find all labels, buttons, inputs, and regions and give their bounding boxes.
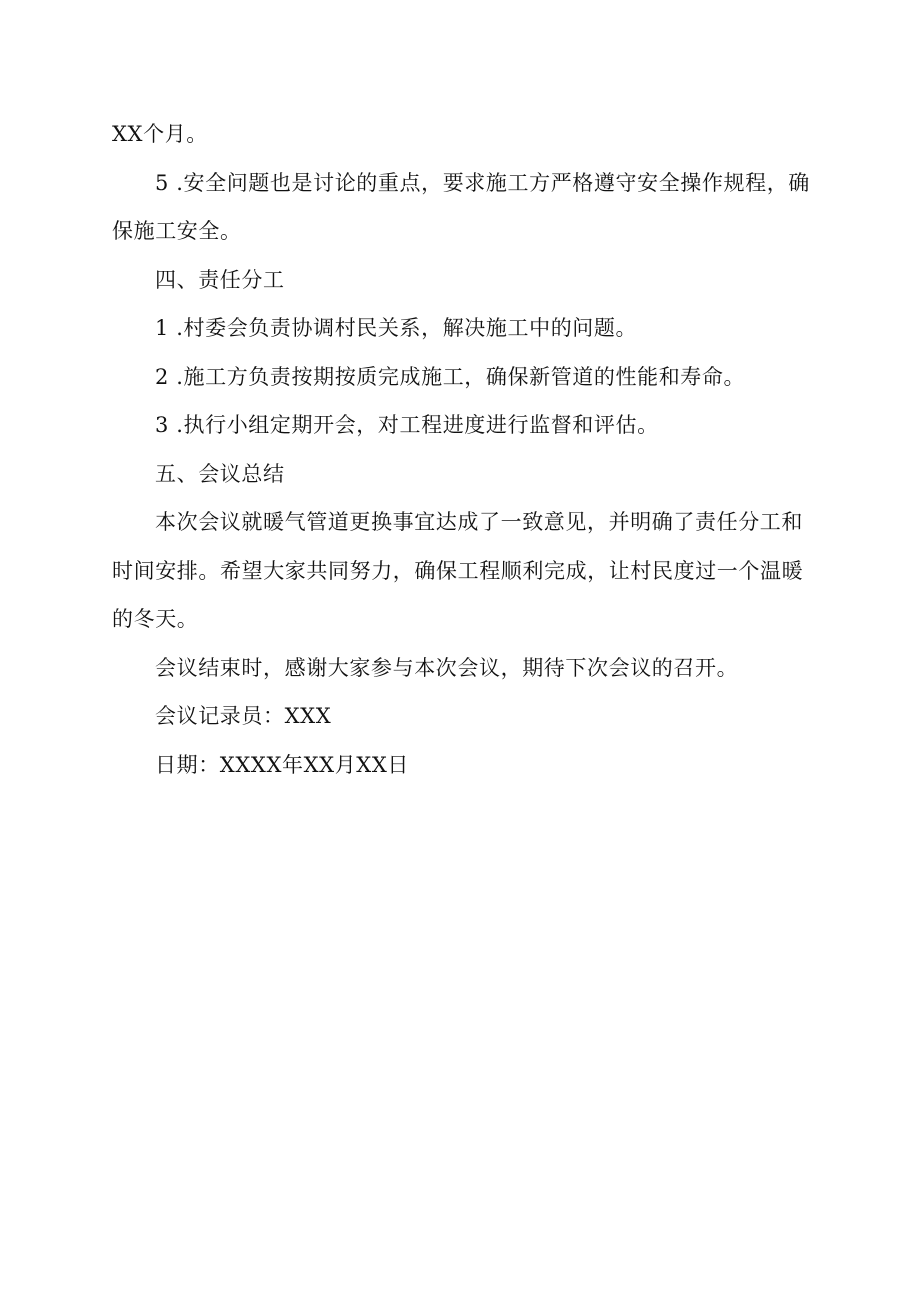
list-item-5: 5 .安全问题也是讨论的重点，要求施工方严格遵守安全操作规程，确 bbox=[155, 170, 810, 195]
summary-paragraph-line: 本次会议就暖气管道更换事宜达成了一致意见，并明确了责任分工和 bbox=[155, 510, 803, 534]
section-heading-summary: 五、会议总结 bbox=[155, 461, 285, 486]
list-item-2: 2 .施工方负责按期按质完成施工，确保新管道的性能和寿命。 bbox=[155, 364, 746, 389]
list-item-3: 3 .执行小组定期开会，对工程进度进行监督和评估。 bbox=[155, 413, 659, 437]
document-body bbox=[112, 110, 812, 789]
section-heading-responsibilities: 四、责任分工 bbox=[155, 267, 285, 292]
date-line: 日期：XXXX年XX月XX日 bbox=[155, 752, 410, 777]
text-line-continuation: 保施工安全。 bbox=[112, 219, 242, 243]
summary-paragraph-line: 的冬天。 bbox=[112, 607, 199, 631]
summary-paragraph-line: 时间安排。希望大家共同努力，确保工程顺利完成，让村民度过一个温暖 bbox=[112, 558, 804, 583]
list-item-1: 1 .村委会负责协调村民关系，解决施工中的问题。 bbox=[155, 316, 638, 340]
recorder-line: 会议记录员：XXX bbox=[155, 704, 332, 728]
text-line-continuation: XX个月。 bbox=[112, 122, 208, 146]
closing-paragraph: 会议结束时，感谢大家参与本次会议，期待下次会议的召开。 bbox=[155, 655, 739, 680]
